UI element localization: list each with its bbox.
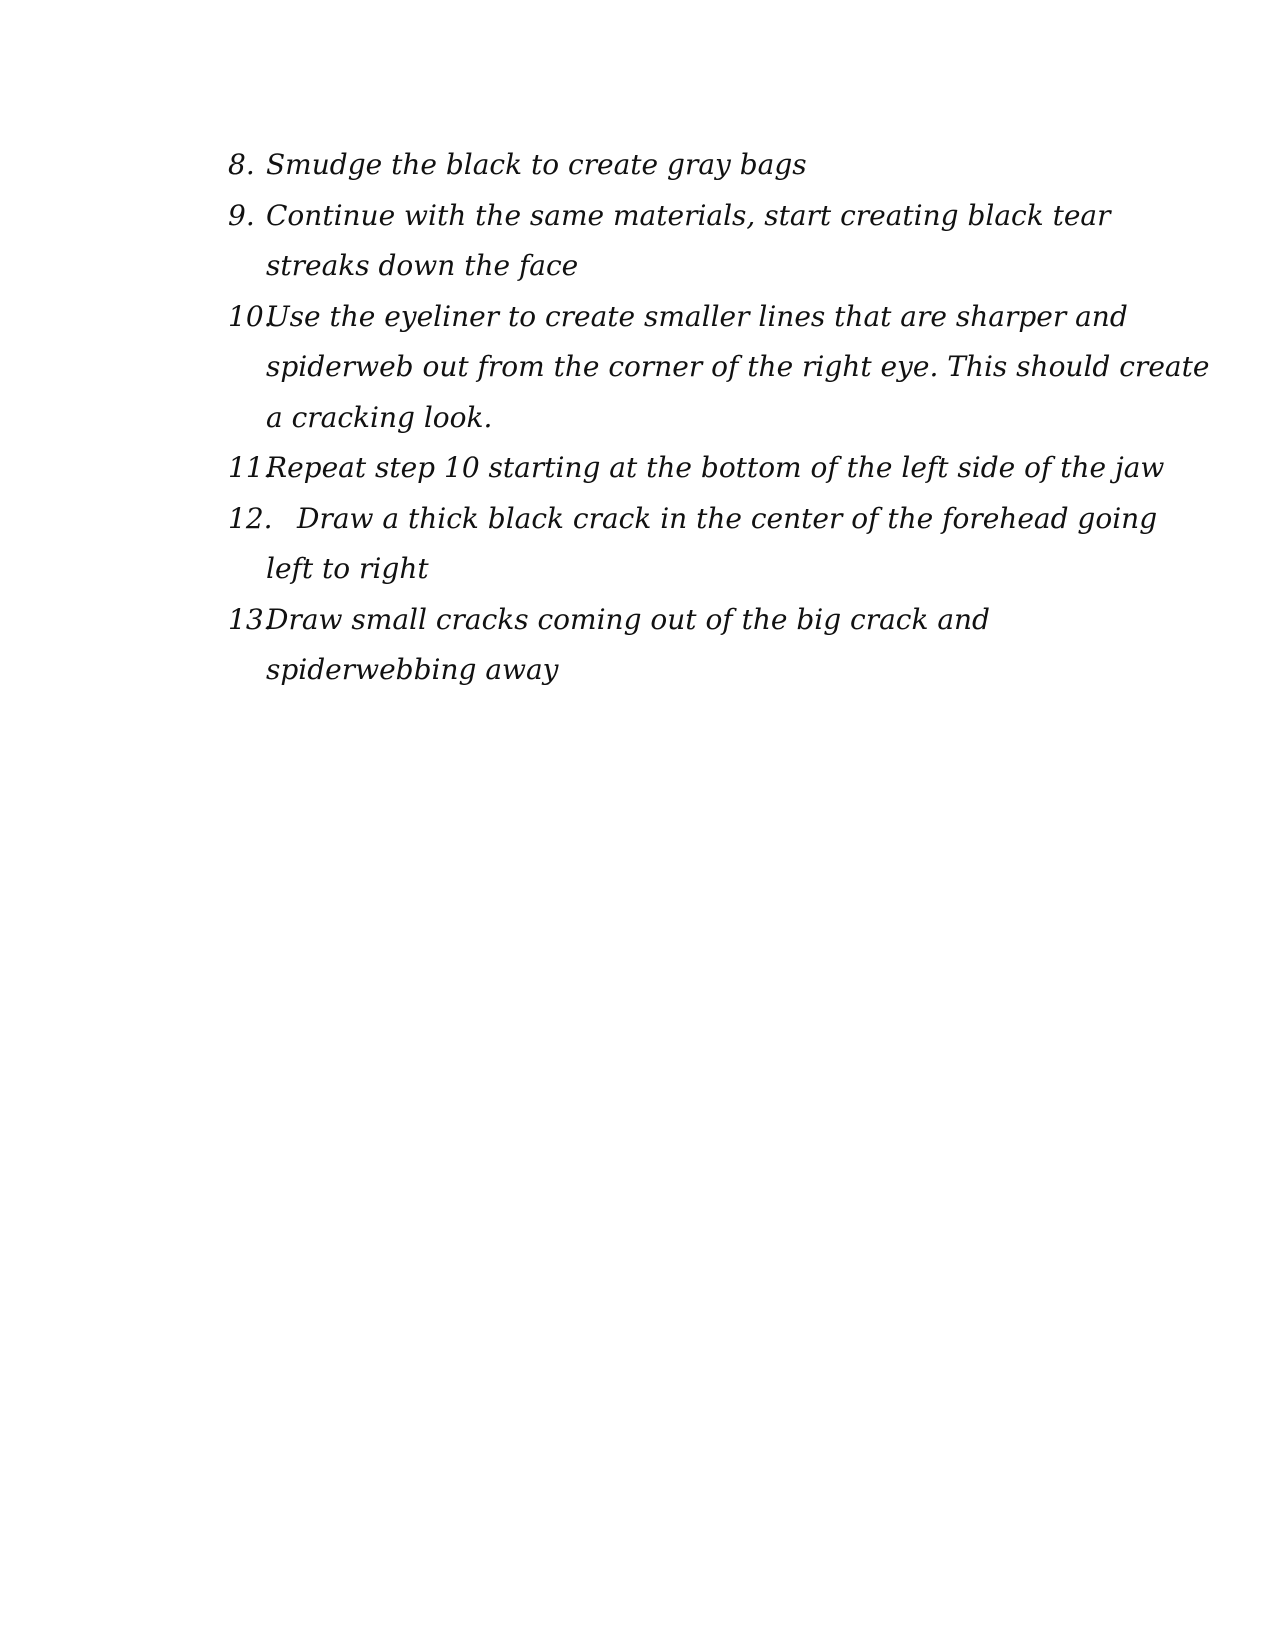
step-text-line: Draw small cracks coming out of the big crack and — [266, 602, 990, 636]
list-item-step-13 — [228, 595, 1128, 696]
step-text-line: Use the eyeliner to create smaller lines that are sharper and — [266, 299, 1128, 333]
step-text — [266, 494, 1157, 595]
list-item-step-10 — [228, 292, 1210, 444]
step-number: 11. — [228, 451, 273, 484]
list-item-step-8 — [228, 140, 1128, 191]
step-text — [266, 443, 1164, 494]
step-number: 12. — [228, 501, 273, 535]
step-text — [266, 140, 1128, 191]
step-number: 9. — [228, 198, 255, 232]
step-text — [266, 595, 1128, 696]
step-text-line: Continue with the same materials, start creating black tear — [266, 198, 1111, 232]
step-text-line: Draw a thick black crack in the center of the forehead going — [297, 501, 1158, 535]
step-text-line: Smudge the black to create gray bags — [266, 148, 807, 181]
list-item-step-11 — [228, 443, 1165, 494]
instruction-list — [228, 140, 1210, 696]
step-number: 13. — [228, 602, 273, 636]
step-text-line: left to right — [266, 552, 429, 585]
step-text — [266, 191, 1128, 292]
step-text — [266, 292, 1209, 444]
step-text-line: spiderweb out from the corner of the right eye. This should create — [266, 350, 1210, 383]
step-text-line: spiderwebbing away — [266, 653, 559, 686]
step-number: 10. — [228, 299, 273, 333]
list-item-step-12 — [228, 494, 1158, 595]
step-text-line: streaks down the face — [266, 249, 579, 282]
step-text-line: Repeat step 10 starting at the bottom of the left side of the jaw — [266, 451, 1165, 484]
step-number: 8. — [228, 148, 255, 181]
list-item-step-9 — [228, 191, 1128, 292]
step-text-line: a cracking look. — [266, 400, 493, 434]
